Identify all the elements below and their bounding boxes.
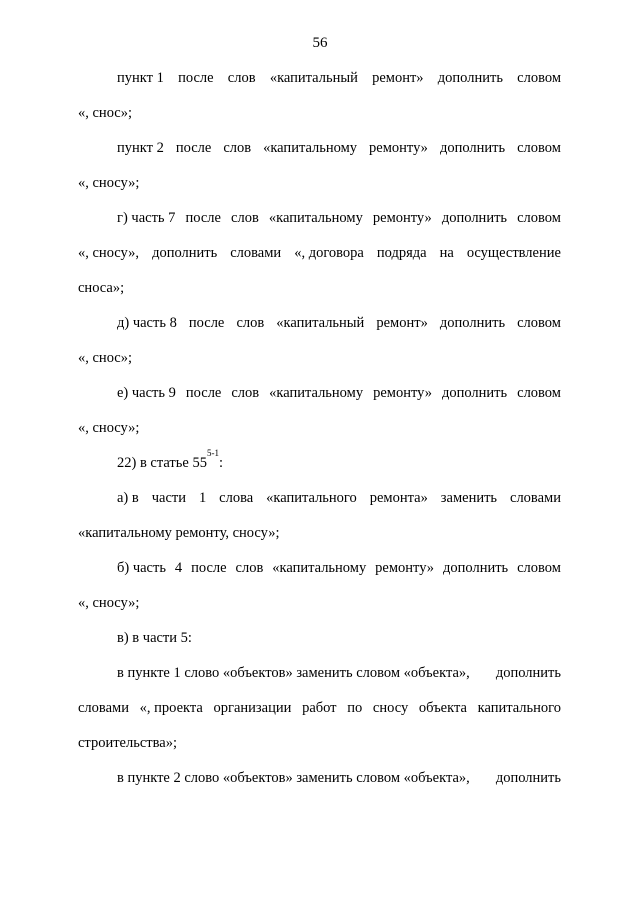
word: объекта bbox=[418, 700, 467, 716]
text-line bbox=[78, 278, 561, 313]
word: после bbox=[185, 210, 221, 226]
word: «капитального bbox=[266, 490, 357, 506]
word: подряда bbox=[376, 245, 427, 261]
text-line bbox=[78, 68, 561, 103]
word: «капитальный bbox=[269, 70, 358, 86]
word: в) в части 5: bbox=[117, 630, 192, 646]
paragraph bbox=[78, 383, 561, 453]
word: слов bbox=[235, 560, 264, 576]
word: после bbox=[188, 315, 225, 331]
word: заменить bbox=[440, 490, 498, 506]
punctuation: : bbox=[218, 455, 223, 471]
word: «капитальному ремонту, сносу»; bbox=[78, 525, 280, 541]
word: в пункте 1 слово «объектов» заменить словом «объекта», bbox=[117, 665, 470, 681]
word: «капитальному bbox=[268, 210, 363, 226]
word: ремонту» bbox=[375, 560, 435, 576]
text-line bbox=[78, 448, 561, 488]
word: капитального bbox=[477, 700, 561, 716]
text-line bbox=[78, 208, 561, 243]
word: слов bbox=[231, 385, 260, 401]
text-line bbox=[78, 383, 561, 418]
word: пункт 2 bbox=[117, 140, 164, 156]
word: 22) в статье 55 bbox=[117, 455, 207, 471]
word: слова bbox=[219, 490, 254, 506]
word: «, снос»; bbox=[78, 350, 133, 366]
word: «, сносу»; bbox=[78, 595, 140, 611]
word: пункт 1 bbox=[117, 70, 164, 86]
word: «, сносу»; bbox=[78, 420, 140, 436]
page-number: 56 bbox=[312, 35, 328, 51]
word: ремонта» bbox=[369, 490, 428, 506]
text-line bbox=[78, 173, 561, 208]
word: «, договора bbox=[294, 245, 364, 261]
word: ремонту» bbox=[369, 140, 428, 156]
word: слов bbox=[231, 210, 259, 226]
word: дополнить bbox=[495, 770, 561, 786]
text-line bbox=[78, 523, 561, 558]
word: словом bbox=[517, 70, 561, 86]
word: ремонт» bbox=[376, 315, 428, 331]
text-line bbox=[78, 628, 561, 663]
word: дополнить bbox=[439, 140, 506, 156]
superscript: 5-1 bbox=[206, 448, 219, 458]
word: организации bbox=[213, 700, 292, 716]
text-line bbox=[78, 558, 561, 593]
text-line bbox=[78, 418, 561, 453]
word: по bbox=[347, 700, 363, 716]
paragraph bbox=[78, 488, 561, 558]
word: дополнить bbox=[439, 315, 506, 331]
word: ремонту» bbox=[373, 385, 432, 401]
paragraph bbox=[78, 663, 561, 768]
word: «, сносу»; bbox=[78, 175, 140, 191]
word: словом bbox=[517, 315, 561, 331]
text-line bbox=[78, 138, 561, 173]
word: осуществление bbox=[466, 245, 561, 261]
word: 1 bbox=[198, 490, 207, 506]
word: сносу bbox=[372, 700, 409, 716]
word: «капитальному bbox=[272, 560, 367, 576]
text-line bbox=[78, 243, 561, 278]
word: г) часть 7 bbox=[117, 210, 176, 226]
paragraph bbox=[78, 138, 561, 208]
paragraph bbox=[78, 628, 561, 663]
word: слов bbox=[236, 315, 265, 331]
text-line bbox=[78, 488, 561, 523]
word: после bbox=[175, 140, 212, 156]
word: словом bbox=[517, 560, 561, 576]
word: дополнить bbox=[437, 70, 503, 86]
paragraph bbox=[78, 768, 561, 803]
word: работ bbox=[302, 700, 337, 716]
word: сноса»; bbox=[78, 280, 125, 296]
word: «, проекта bbox=[139, 700, 203, 716]
text-line bbox=[78, 663, 561, 698]
word: словами bbox=[510, 490, 561, 506]
word: ремонту» bbox=[372, 210, 432, 226]
text-line bbox=[78, 733, 561, 768]
word: словом bbox=[517, 210, 561, 226]
word: слов bbox=[223, 140, 252, 156]
paragraph bbox=[78, 208, 561, 313]
word: дополнить bbox=[443, 560, 509, 576]
text-line bbox=[78, 698, 561, 733]
word: слов bbox=[227, 70, 256, 86]
word: после bbox=[191, 560, 227, 576]
word: в пункте 2 слово «объектов» заменить словом «объекта», bbox=[117, 770, 470, 786]
document-body bbox=[78, 68, 561, 803]
word: на bbox=[439, 245, 454, 261]
word: «капитальному bbox=[269, 385, 364, 401]
word: после bbox=[178, 70, 214, 86]
text-line bbox=[78, 768, 561, 803]
word: дополнить bbox=[152, 245, 218, 261]
word: «, снос»; bbox=[78, 105, 133, 121]
word: е) часть 9 bbox=[117, 385, 176, 401]
word: «капитальный bbox=[276, 315, 365, 331]
paragraph bbox=[78, 558, 561, 628]
word: «капитальному bbox=[263, 140, 358, 156]
word: д) часть 8 bbox=[117, 315, 177, 331]
word: «, сносу», bbox=[78, 245, 140, 261]
word: после bbox=[185, 385, 222, 401]
text-line bbox=[78, 313, 561, 348]
text-line bbox=[78, 348, 561, 383]
word: б) часть bbox=[117, 560, 166, 576]
word: дополнить bbox=[495, 665, 561, 681]
word: части bbox=[151, 490, 186, 506]
word: словами bbox=[78, 700, 129, 716]
paragraph bbox=[78, 448, 561, 488]
word: ремонт» bbox=[372, 70, 424, 86]
word: а) в bbox=[117, 490, 139, 506]
word: дополнить bbox=[441, 385, 508, 401]
text-line bbox=[78, 593, 561, 628]
word: строительства»; bbox=[78, 735, 177, 751]
word: словами bbox=[230, 245, 282, 261]
text-line bbox=[78, 103, 561, 138]
word: словом bbox=[517, 385, 561, 401]
paragraph bbox=[78, 68, 561, 138]
word: дополнить bbox=[441, 210, 508, 226]
word: 4 bbox=[174, 560, 183, 576]
paragraph bbox=[78, 313, 561, 383]
word: словом bbox=[517, 140, 561, 156]
